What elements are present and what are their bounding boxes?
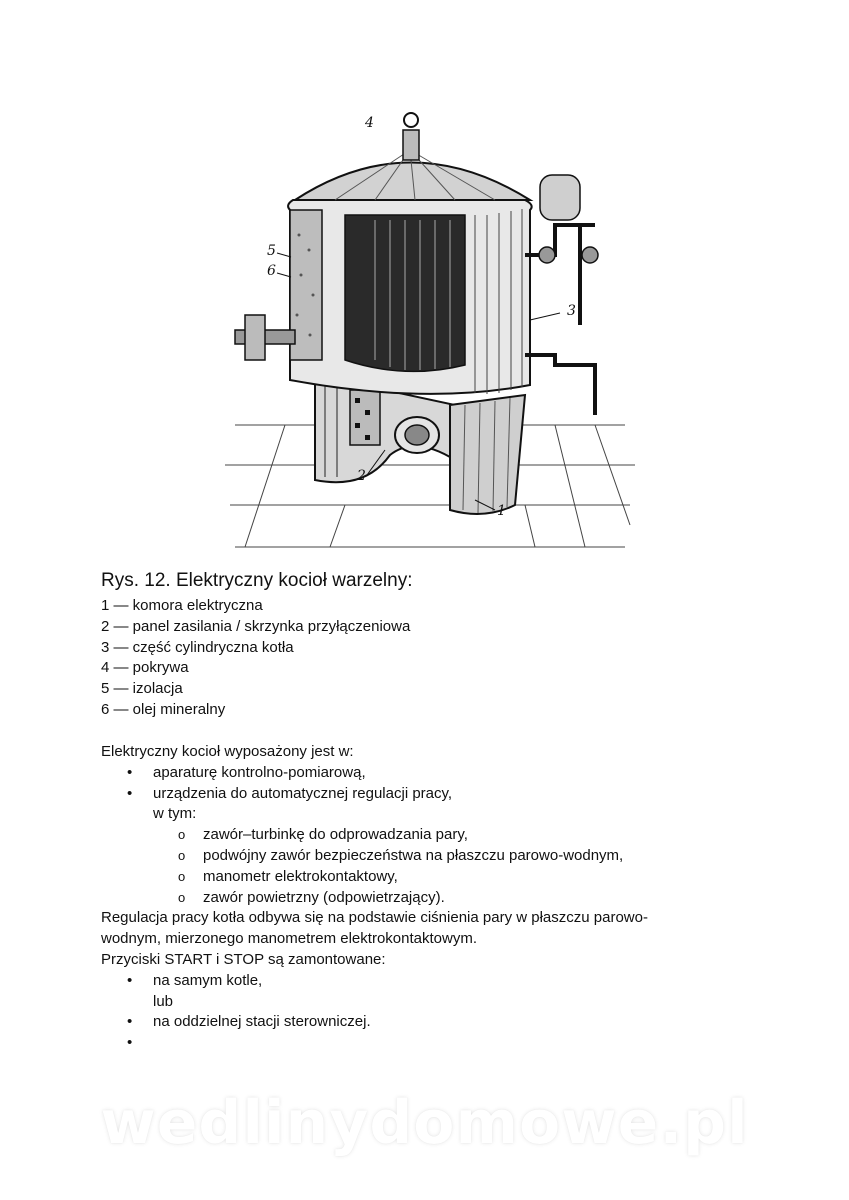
legend-item: 4 — pokrywa bbox=[101, 659, 189, 677]
bullet-icon: • bbox=[127, 971, 133, 989]
or-label: lub bbox=[153, 992, 174, 1010]
bullet-item bbox=[101, 784, 741, 805]
figure-label-5: 5 bbox=[267, 243, 276, 259]
bullet-text: na oddzielnej stacji sterowniczej. bbox=[153, 1013, 371, 1031]
description-text bbox=[101, 742, 741, 1052]
bullet-icon: • bbox=[127, 784, 133, 802]
bullet-icon: • bbox=[127, 1013, 133, 1031]
sub-bullet-text: podwójny zawór bezpieczeństwa na płaszczu parowo-wodnym, bbox=[203, 846, 624, 864]
sub-bullet-text: zawór–turbinkę do odprowadzania pary, bbox=[203, 826, 468, 844]
sub-bullet-item bbox=[101, 888, 741, 909]
figure-legend bbox=[101, 596, 410, 721]
legend-item: 5 — izolacja bbox=[101, 680, 183, 698]
regulation-text-line-2: wodnym, mierzonego manometrem elektrokontaktowym. bbox=[101, 930, 477, 948]
bullet-item bbox=[101, 1012, 741, 1033]
site-watermark: wedlinydomowe.pl bbox=[100, 1088, 749, 1158]
buttons-intro: Przyciski START i STOP są zamontowane: bbox=[101, 950, 386, 968]
sub-bullet-item bbox=[101, 846, 741, 867]
in-that-label: w tym: bbox=[153, 805, 197, 823]
regulation-text-line-1: Regulacja pracy kotła odbywa się na podstawie ciśnienia pary w płaszczu parowo- bbox=[101, 909, 648, 927]
bullet-text: aparaturę kontrolno-pomiarową, bbox=[153, 763, 366, 781]
circle-bullet-icon: o bbox=[178, 827, 186, 843]
bullet-text: na samym kotle, bbox=[153, 971, 263, 989]
bullet-icon: • bbox=[127, 763, 133, 781]
equipment-intro: Elektryczny kocioł wyposażony jest w: bbox=[101, 743, 354, 760]
bullet-icon: • bbox=[127, 1034, 133, 1052]
circle-bullet-icon: o bbox=[178, 847, 186, 863]
legend-item: 6 — olej mineralny bbox=[101, 700, 226, 718]
figure-label-1: 1 bbox=[497, 503, 506, 519]
figure-label-4: 4 bbox=[365, 115, 374, 131]
sub-bullet-text: manometr elektrokontaktowy, bbox=[203, 867, 398, 885]
bullet-item bbox=[101, 763, 741, 784]
figure-label-6: 6 bbox=[267, 263, 276, 279]
sub-bullet-item bbox=[101, 867, 741, 888]
bullet-item bbox=[101, 971, 741, 992]
sub-bullet-text: zawór powietrzny (odpowietrzający). bbox=[203, 888, 445, 906]
legend-item: 3 — część cylindryczna kotła bbox=[101, 638, 294, 656]
figure-label-2: 2 bbox=[357, 468, 366, 484]
legend-item: 2 — panel zasilania / skrzynka przyłączeniowa bbox=[101, 617, 411, 635]
figure-label-3: 3 bbox=[567, 303, 576, 319]
sub-bullet-item bbox=[101, 825, 741, 846]
circle-bullet-icon: o bbox=[178, 868, 186, 884]
boiler-illustration bbox=[225, 105, 635, 555]
legend-item: 1 — komora elektryczna bbox=[101, 597, 263, 614]
figure-caption: Rys. 12. Elektryczny kocioł warzelny: bbox=[101, 570, 413, 591]
circle-bullet-icon: o bbox=[178, 889, 186, 905]
bullet-text: urządzenia do automatycznej regulacji pracy, bbox=[153, 784, 453, 802]
